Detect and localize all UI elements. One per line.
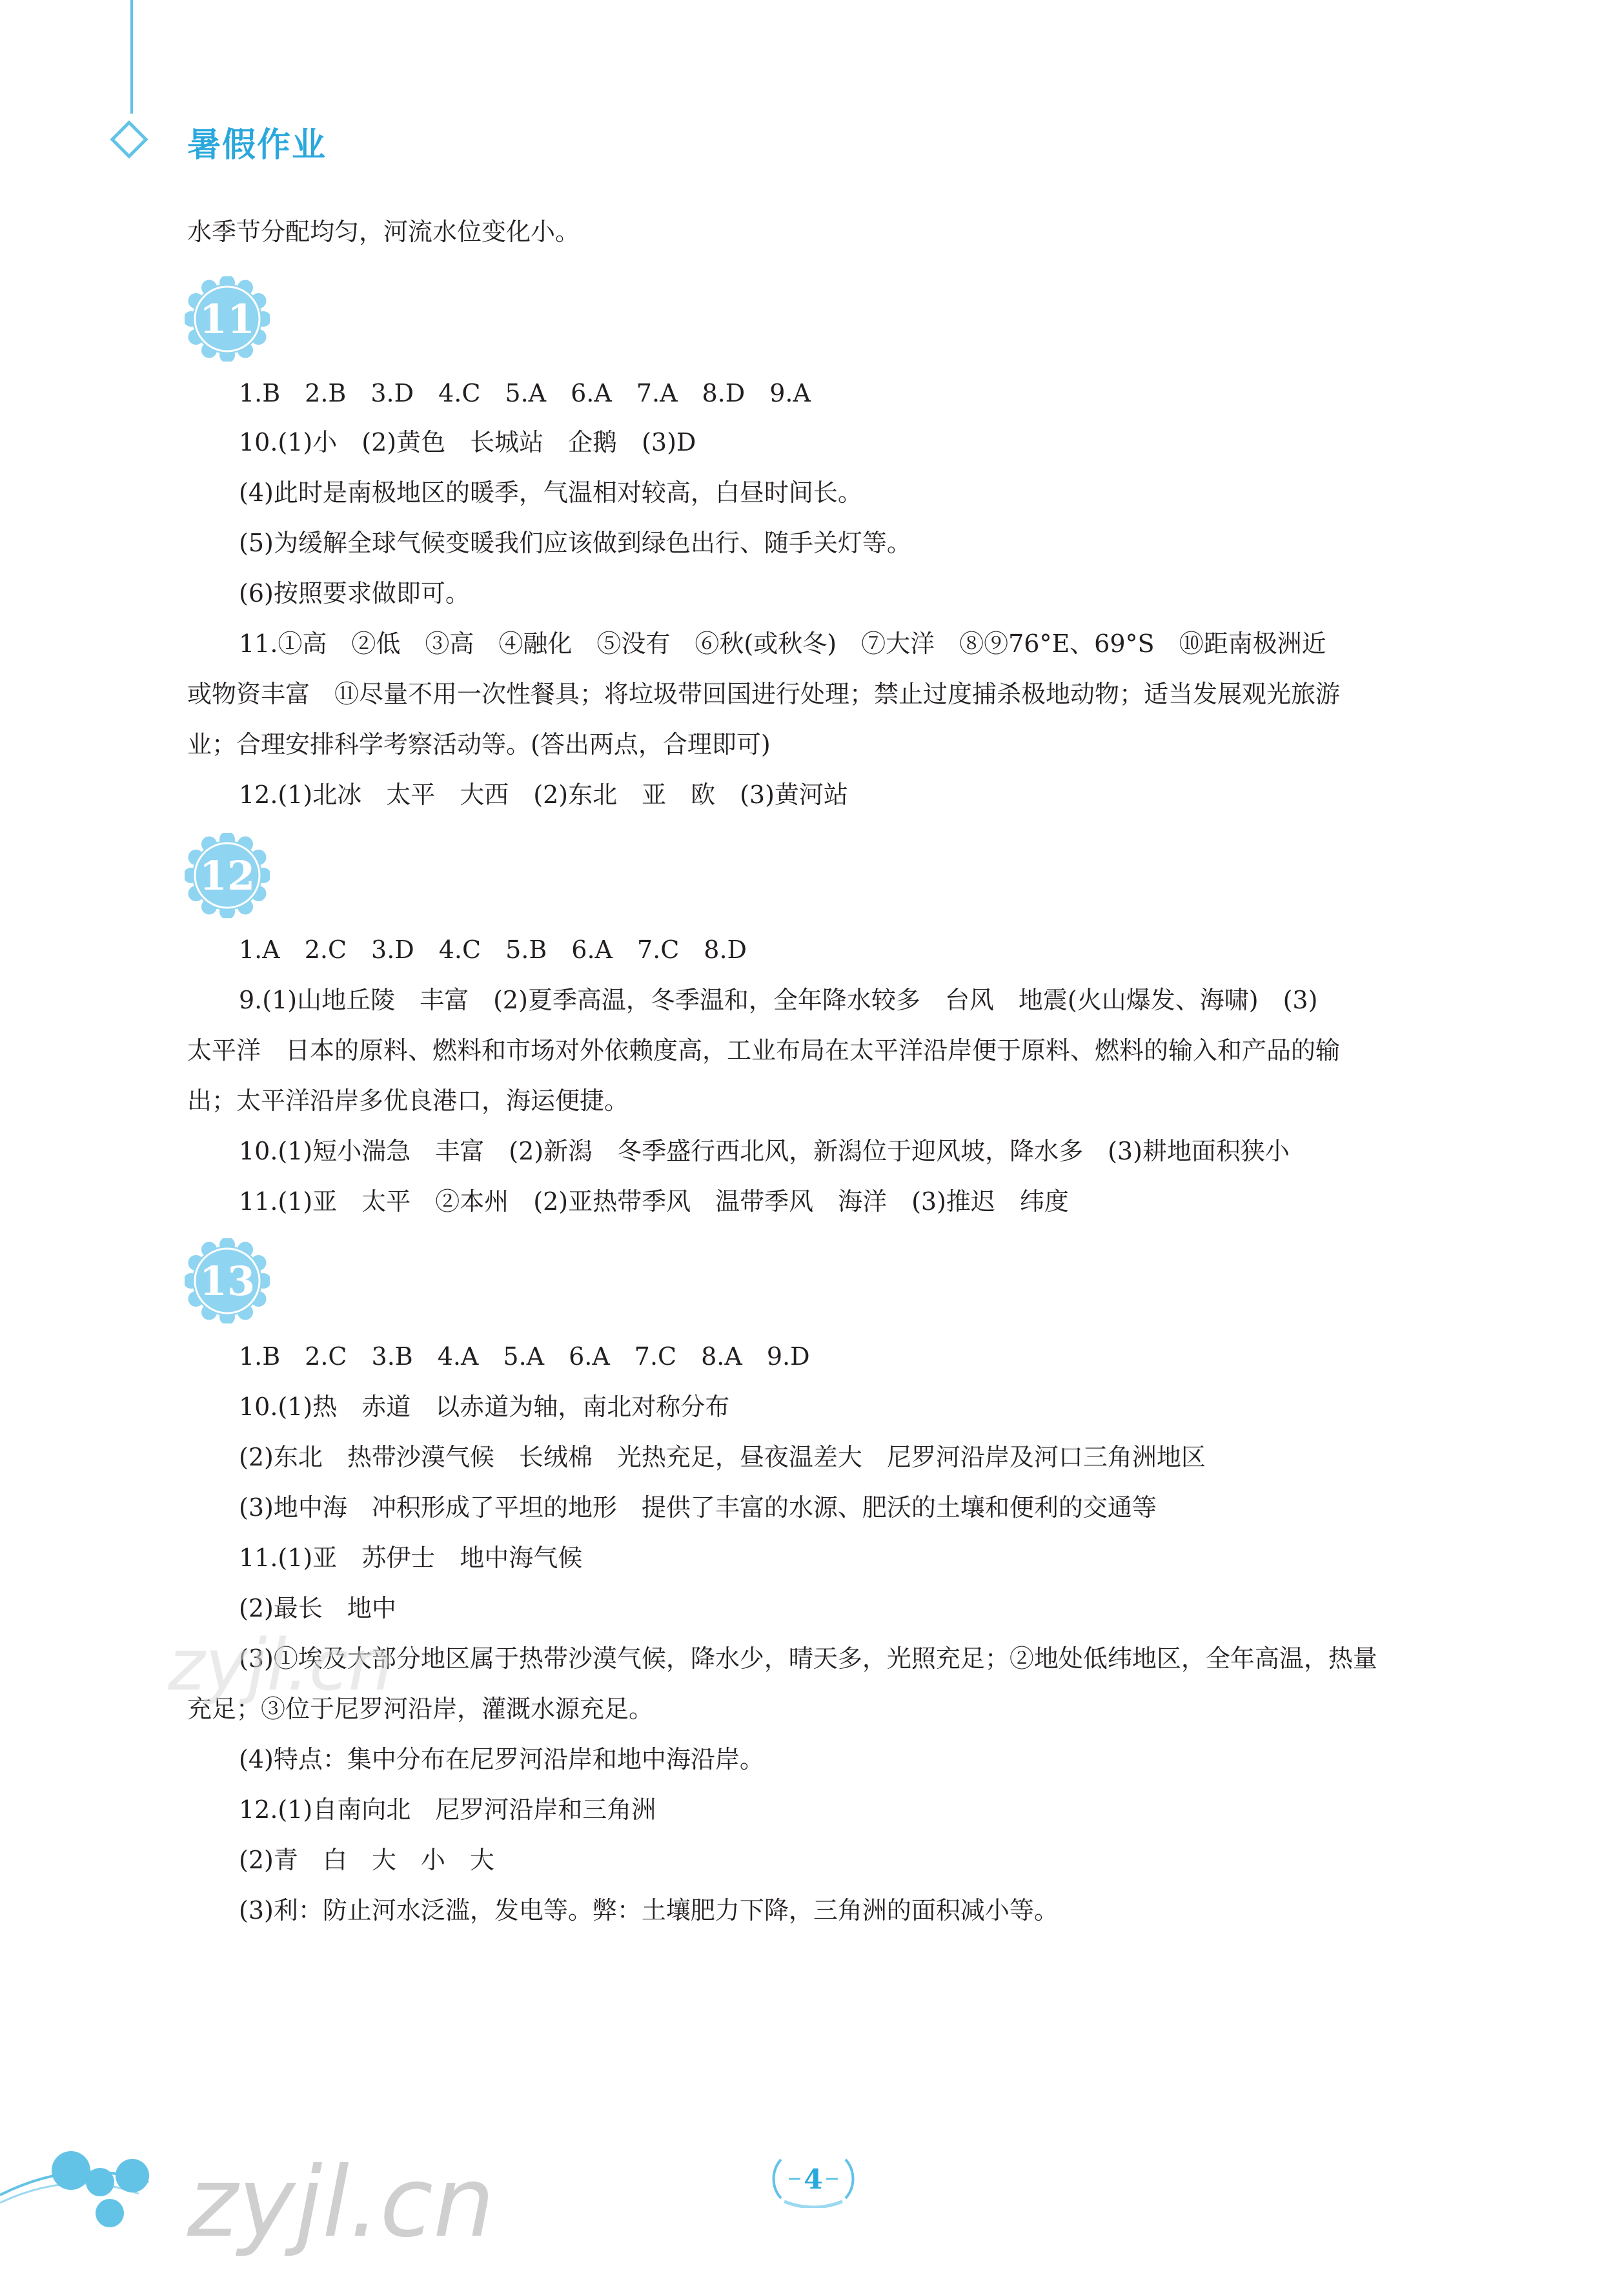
answer-line: 12.(1)自南向北 尼罗河沿岸和三角洲 xyxy=(239,1795,656,1824)
section-badge-11 xyxy=(185,276,270,362)
answer-line: 10.(1)小 (2)黄色 长城站 企鹅 (3)D xyxy=(239,428,696,456)
diamond-icon xyxy=(110,120,148,158)
answer-line: (2)青 白 大 小 大 xyxy=(239,1846,494,1874)
section-badge-12 xyxy=(185,833,270,918)
answer-line: (2)最长 地中 xyxy=(239,1594,396,1622)
answer-line: (3)利：防止河水泛滥，发电等。弊：土壤肥力下降，三角洲的面积减小等。 xyxy=(239,1896,1059,1925)
answer-line: 11.(1)亚 苏伊士 地中海气候 xyxy=(239,1544,583,1572)
answer-line: 或物资丰富 ⑪尽量不用一次性餐具；将垃圾带回国进行处理；禁止过度捕杀极地动物；适当发展观光旅游 xyxy=(187,680,1341,708)
answer-line: 1.B 2.C 3.B 4.A 5.A 6.A 7.C 8.A 9.D xyxy=(239,1342,810,1371)
answer-line: 出；太平洋沿岸多优良港口，海运便捷。 xyxy=(187,1087,629,1115)
answer-line: 10.(1)短小湍急 丰富 (2)新潟 冬季盛行西北风，新潟位于迎风坡，降水多 (3)耕地面积狭小 xyxy=(239,1137,1290,1165)
footer-logo-text: zyjl.cn xyxy=(187,2147,495,2259)
answer-line: (3)地中海 冲积形成了平坦的地形 提供了丰富的水源、肥沃的土壤和便利的交通等 xyxy=(239,1493,1157,1522)
answer-line: 11.(1)亚 太平 ②本州 (2)亚热带季风 温带季风 海洋 (3)推迟 纬度 xyxy=(239,1187,1069,1216)
watermark: zyjl.cn xyxy=(168,1624,394,1706)
section-badge-13 xyxy=(185,1238,270,1323)
page-number-badge xyxy=(755,2150,871,2208)
answer-line: (4)特点：集中分布在尼罗河沿岸和地中海沿岸。 xyxy=(239,1745,764,1773)
section-number: 11 xyxy=(199,295,256,343)
answer-line: 业；合理安排科学考察活动等。(答出两点，合理即可) xyxy=(187,730,771,759)
header-vertical-line xyxy=(130,0,133,114)
answer-line: (5)为缓解全球气候变暖我们应该做到绿色出行、随手关灯等。 xyxy=(239,529,911,557)
section-number: 13 xyxy=(199,1257,256,1305)
answer-line: 太平洋 日本的原料、燃料和市场对外依赖度高，工业布局在太平洋沿岸便于原料、燃料的输入和产品的输 xyxy=(187,1036,1341,1065)
answer-line: (2)东北 热带沙漠气候 长绒棉 光热充足，昼夜温差大 尼罗河沿岸及河口三角洲地区 xyxy=(239,1443,1206,1471)
answer-line: (6)按照要求做即可。 xyxy=(239,579,470,608)
section-number: 12 xyxy=(199,852,256,899)
answer-line: 9.(1)山地丘陵 丰富 (2)夏季高温，冬季温和，全年降水较多 台风 地震(火山爆发、海啸) (3) xyxy=(239,986,1318,1014)
intro-line: 水季节分配均匀，河流水位变化小。 xyxy=(187,218,580,246)
answer-line: 10.(1)热 赤道 以赤道为轴，南北对称分布 xyxy=(239,1393,730,1421)
page-header-title: 暑假作业 xyxy=(187,126,327,165)
answer-line: (3)①埃及大部分地区属于热带沙漠气候，降水少，晴天多，光照充足；②地处低纬地区，全年高温，热量 xyxy=(239,1644,1377,1673)
answer-line: 12.(1)北冰 太平 大西 (2)东北 亚 欧 (3)黄河站 xyxy=(239,781,848,809)
answer-line: 1.B 2.B 3.D 4.C 5.A 6.A 7.A 8.D 9.A xyxy=(239,379,811,407)
answer-line: 11.①高 ②低 ③高 ④融化 ⑤没有 ⑥秋(或秋冬) ⑦大洋 ⑧⑨76°E、69°S ⑩距南极洲近 xyxy=(239,629,1326,658)
page-number: 4 xyxy=(804,2163,823,2195)
answer-line: (4)此时是南极地区的暖季，气温相对较高，白昼时间长。 xyxy=(239,478,862,507)
answer-line: 充足；③位于尼罗河沿岸，灌溉水源充足。 xyxy=(187,1695,654,1723)
answer-line: 1.A 2.C 3.D 4.C 5.B 6.A 7.C 8.D xyxy=(239,935,747,964)
footer-bubbles-icon xyxy=(0,2130,168,2234)
